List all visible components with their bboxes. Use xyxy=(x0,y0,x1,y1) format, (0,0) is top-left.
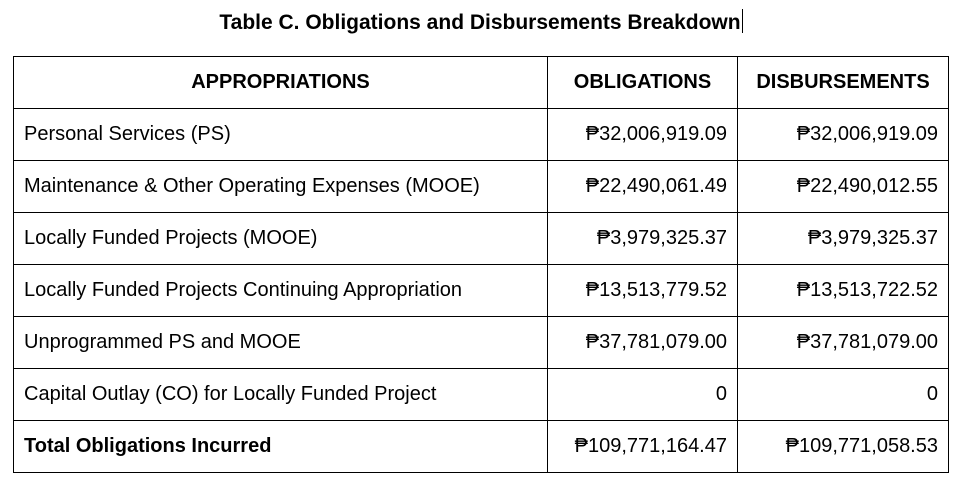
row-label: Locally Funded Projects (MOOE) xyxy=(14,213,548,265)
row-label: Unprogrammed PS and MOOE xyxy=(14,317,548,369)
row-label: Capital Outlay (CO) for Locally Funded Project xyxy=(14,369,548,421)
table-row xyxy=(14,317,949,369)
total-obligations: ₱109,771,164.47 xyxy=(548,421,738,473)
table-title-text: Table C. Obligations and Disbursements Breakdown xyxy=(219,11,741,34)
row-disbursements: ₱37,781,079.00 xyxy=(738,317,949,369)
text-cursor xyxy=(742,9,743,33)
total-row xyxy=(14,421,949,473)
header-obligations: OBLIGATIONS xyxy=(548,57,738,109)
header-row xyxy=(14,57,949,109)
row-disbursements: ₱32,006,919.09 xyxy=(738,109,949,161)
total-label: Total Obligations Incurred xyxy=(14,421,548,473)
row-label: Personal Services (PS) xyxy=(14,109,548,161)
table-row xyxy=(14,369,949,421)
row-label: Locally Funded Projects Continuing Appropriation xyxy=(14,265,548,317)
table-row xyxy=(14,161,949,213)
row-obligations: ₱3,979,325.37 xyxy=(548,213,738,265)
row-obligations: ₱13,513,779.52 xyxy=(548,265,738,317)
row-obligations: ₱32,006,919.09 xyxy=(548,109,738,161)
row-disbursements: ₱3,979,325.37 xyxy=(738,213,949,265)
header-appropriations: APPROPRIATIONS xyxy=(14,57,548,109)
table-row xyxy=(14,265,949,317)
row-label: Maintenance & Other Operating Expenses (MOOE) xyxy=(14,161,548,213)
table-row xyxy=(14,213,949,265)
row-disbursements: ₱22,490,012.55 xyxy=(738,161,949,213)
row-obligations: 0 xyxy=(548,369,738,421)
total-disbursements: ₱109,771,058.53 xyxy=(738,421,949,473)
row-obligations: ₱22,490,061.49 xyxy=(548,161,738,213)
header-disbursements: DISBURSEMENTS xyxy=(738,57,949,109)
table-row xyxy=(14,109,949,161)
row-disbursements: 0 xyxy=(738,369,949,421)
table-title xyxy=(0,9,962,37)
row-obligations: ₱37,781,079.00 xyxy=(548,317,738,369)
row-disbursements: ₱13,513,722.52 xyxy=(738,265,949,317)
obligations-table xyxy=(13,56,949,473)
